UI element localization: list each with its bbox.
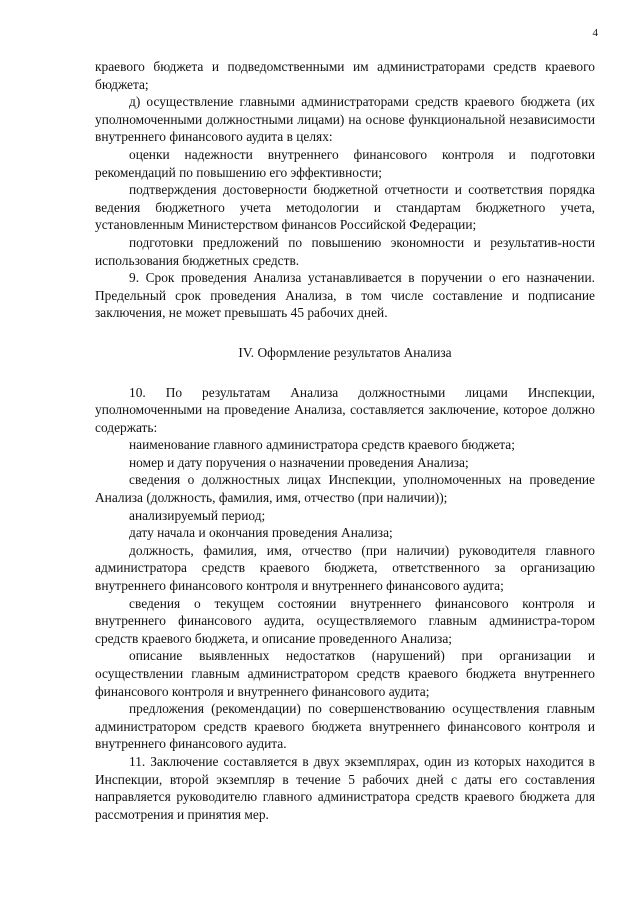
paragraph: краевого бюджета и подведомственными им администраторами средств краевого бюджета; xyxy=(95,59,595,92)
list-item: должность, фамилия, имя, отчество (при наличии) руководителя главного администратора средств краевого бюджета, ответственного за организацию внутреннего финансового контроля и внутреннего финансового аудита; xyxy=(95,542,595,594)
list-item: дату начала и окончания проведения Анализа; xyxy=(129,525,393,541)
list-item: сведения о текущем состоянии внутреннего финансового контроля и внутреннего финансового аудита, осуществляемого главным администра-тором средств краевого бюджета, и описание проведенного Анализа; xyxy=(95,595,595,646)
section-content-before xyxy=(95,58,595,322)
paragraph: д) осуществление главными администраторами средств краевого бюджета (их уполномоченными должностными лицами) на основе функциональной независимости внутреннего финансового аудита в целях: xyxy=(95,94,595,145)
page-number: 4 xyxy=(592,27,598,39)
list-item: предложения (рекомендации) по совершенствованию осуществления главным администратором средств краевого бюджета внутреннего финансового контроля и внутреннего финансового аудита. xyxy=(95,701,595,752)
list-item: описание выявленных недостатков (нарушений) при организации и осуществлении главным администратором средств краевого бюджета внутреннего финансового контроля и внутреннего финансового аудита; xyxy=(95,648,595,699)
list-item: наименование главного администратора средств краевого бюджета; xyxy=(129,437,515,453)
paragraph-item-11: 11. Заключение составляется в двух экземплярах, один из которых находится в Инспекции, второй экземпляр в течение 5 рабочих дней с даты его составления направляется руководителю главного администратора средств краевого бюджета для рассмотрения и принятия мер. xyxy=(95,753,595,822)
section-heading: IV. Оформление результатов Анализа xyxy=(238,344,452,360)
list-item: сведения о должностных лицах Инспекции, уполномоченных на проведение Анализа (должность, фамилия, имя, отчество (при наличии)); xyxy=(95,472,595,506)
document-body xyxy=(95,58,595,823)
paragraph-item-10: 10. По результатам Анализа должностными лицами Инспекции, уполномоченными на проведение Анализа, составляется заключение, которое должно содержать: xyxy=(95,384,595,435)
section-content-after xyxy=(95,384,595,824)
list-item: номер и дату поручения о назначении проведения Анализа; xyxy=(129,454,469,470)
paragraph: подтверждения достоверности бюджетной отчетности и соответствия порядка ведения бюджетного учета методологии и стандартам бюджетного учета, установленным Министерством финансов Российской Федерации; xyxy=(95,182,595,233)
paragraph: подготовки предложений по повышению экономности и результатив-ности использования бюджетных средств. xyxy=(95,234,595,268)
list-item: анализируемый период; xyxy=(129,507,266,523)
paragraph: оценки надежности внутреннего финансового контроля и подготовки рекомендаций по повышению его эффективности; xyxy=(95,146,595,180)
paragraph-item-9: 9. Срок проведения Анализа устанавливается в поручении о его назначении. Предельный срок проведения Анализа, в том числе составление и подписание заключения, не может превышать 45 рабочих дней. xyxy=(95,270,595,321)
